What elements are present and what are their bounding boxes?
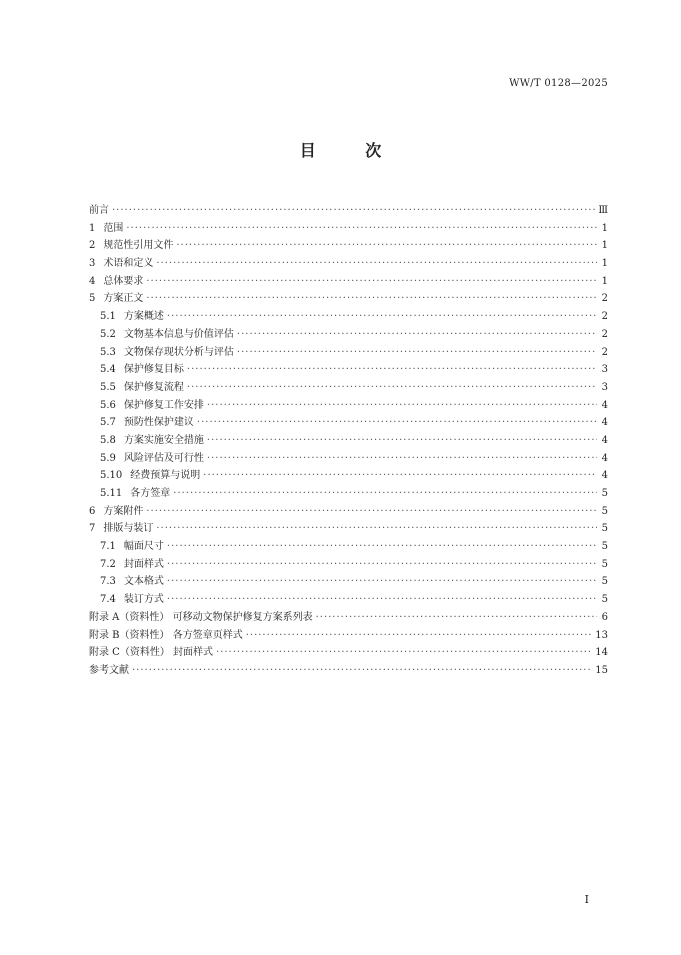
toc-entry-page: 4	[601, 417, 608, 429]
toc-dot-leader	[197, 414, 597, 432]
toc-entry-page: 5	[601, 558, 608, 570]
toc-entry-page: 4	[601, 452, 608, 464]
toc-dot-leader	[112, 202, 595, 220]
toc-entry-title: 保护修复工作安排	[123, 399, 204, 411]
toc-dot-leader	[316, 609, 597, 627]
toc-entry-page: 13	[595, 629, 608, 641]
toc-dot-leader	[167, 308, 597, 326]
toc-entry-page: 4	[601, 434, 608, 446]
toc-entry-page: 1	[601, 275, 608, 287]
toc-dot-leader	[246, 627, 593, 645]
toc-dot-leader	[216, 644, 592, 662]
toc-entry-number: 7	[89, 523, 96, 535]
toc-entry[interactable]	[89, 432, 608, 450]
toc-entry-title: 附录 A（资料性） 可移动文物保护修复方案系列表	[89, 611, 313, 623]
toc-entry-number: 7.3	[100, 576, 116, 588]
toc-entry-page: 1	[601, 240, 608, 252]
toc-entry[interactable]	[89, 414, 608, 432]
toc-entry-number: 7.2	[100, 558, 116, 570]
toc-dot-leader	[167, 538, 597, 556]
toc-entry-page: 3	[601, 364, 608, 376]
toc-entry-number: 1	[89, 222, 96, 234]
toc-entry-title: 术语和定义	[103, 258, 154, 270]
toc-entry-page: 5	[601, 505, 608, 517]
toc-entry[interactable]	[89, 326, 608, 344]
toc-dot-leader	[167, 591, 597, 609]
toc-entry[interactable]	[89, 627, 608, 645]
toc-dot-leader	[167, 573, 597, 591]
toc-entry[interactable]	[89, 273, 608, 291]
toc-entry-number: 5.8	[100, 434, 116, 446]
toc-dot-leader	[176, 237, 597, 255]
toc-entry-number: 2	[89, 240, 96, 252]
toc-dot-leader	[207, 432, 597, 450]
toc-entry-page: 1	[601, 222, 608, 234]
toc-entry-title: 文物基本信息与价值评估	[123, 328, 234, 340]
toc-entry-title: 附录 B（资料性） 各方签章页样式	[89, 629, 243, 641]
toc-dot-leader	[167, 556, 597, 574]
toc-entry-title: 前言	[89, 205, 109, 216]
toc-entry-title: 排版与装订	[103, 523, 154, 535]
toc-entry-number: 5.4	[100, 364, 116, 376]
toc-entry-number: 5.11	[100, 488, 123, 499]
toc-entry-title: 总体要求	[103, 275, 144, 287]
toc-entry[interactable]	[89, 450, 608, 468]
document-code: WW/T 0128—2025	[509, 78, 608, 89]
toc-entry-title: 经费预算与说明	[130, 470, 201, 482]
toc-dot-leader	[207, 450, 597, 468]
toc-entry-title: 保护修复流程	[123, 381, 184, 393]
toc-entry-number: 5.3	[100, 346, 116, 358]
toc-entry-page: 6	[601, 611, 608, 623]
toc-entry[interactable]	[89, 255, 608, 273]
toc-entry-page: 14	[595, 647, 608, 659]
toc-entry-page: 5	[601, 576, 608, 588]
toc-dot-leader	[237, 344, 597, 362]
toc-entry-title: 方案实施安全措施	[123, 434, 204, 446]
table-of-contents	[89, 202, 608, 680]
toc-entry[interactable]	[89, 609, 608, 627]
toc-entry-number: 4	[89, 275, 96, 287]
toc-entry-title: 范围	[103, 222, 124, 234]
toc-entry-page: 4	[601, 470, 608, 482]
toc-entry-number: 7.1	[100, 541, 116, 553]
toc-dot-leader	[156, 255, 597, 273]
toc-entry[interactable]	[89, 591, 608, 609]
toc-entry-title: 附录 C（资料性） 封面样式	[89, 647, 214, 659]
toc-entry-number: 5.9	[100, 452, 116, 464]
toc-entry[interactable]	[89, 379, 608, 397]
toc-entry-page: 3	[601, 381, 608, 393]
toc-entry-title: 方案概述	[123, 311, 164, 323]
toc-entry-title: 方案正文	[103, 293, 144, 305]
toc-dot-leader	[146, 503, 597, 521]
toc-entry-title: 参考文献	[89, 664, 129, 676]
toc-entry-number: 5.10	[100, 470, 123, 482]
toc-entry-number: 5.2	[100, 328, 116, 340]
toc-dot-leader	[132, 662, 592, 680]
toc-entry[interactable]	[89, 556, 608, 574]
toc-entry-title: 规范性引用文件	[103, 240, 174, 252]
toc-entry-number: 3	[89, 258, 96, 270]
toc-entry-page: 5	[601, 541, 608, 553]
toc-entry-number: 5	[89, 293, 96, 305]
toc-entry-page: Ⅲ	[598, 205, 608, 216]
toc-entry-page: 4	[601, 399, 608, 411]
toc-entry-page: 2	[601, 311, 608, 323]
toc-dot-leader	[146, 273, 597, 291]
toc-entry-title: 各方签章	[130, 488, 171, 499]
toc-dot-leader	[173, 485, 597, 503]
toc-entry[interactable]	[89, 220, 608, 238]
toc-entry[interactable]	[89, 503, 608, 521]
toc-entry-number: 6	[89, 505, 96, 517]
toc-dot-leader	[156, 520, 597, 538]
toc-entry[interactable]	[89, 485, 608, 503]
toc-dot-leader	[207, 397, 597, 415]
toc-entry-page: 5	[601, 488, 608, 499]
page-number: I	[584, 893, 589, 906]
toc-dot-leader	[187, 361, 597, 379]
toc-entry-page: 2	[601, 328, 608, 340]
toc-entry-number: 5.6	[100, 399, 116, 411]
toc-entry-page: 5	[601, 523, 608, 535]
toc-entry[interactable]	[89, 467, 608, 485]
toc-entry[interactable]	[89, 573, 608, 591]
toc-entry[interactable]	[89, 202, 608, 220]
toc-entry-title: 装订方式	[123, 594, 164, 606]
toc-entry-number: 5.5	[100, 381, 116, 393]
toc-dot-leader	[203, 467, 597, 485]
toc-entry-title: 保护修复目标	[123, 364, 184, 376]
toc-entry-number: 5.1	[100, 311, 116, 323]
toc-entry[interactable]	[89, 538, 608, 556]
toc-entry-page: 15	[595, 664, 608, 676]
toc-entry-page: 2	[601, 293, 608, 305]
toc-entry-title: 封面样式	[123, 558, 164, 570]
toc-entry-title: 预防性保护建议	[123, 417, 194, 429]
toc-entry-title: 方案附件	[103, 505, 144, 517]
toc-entry-title: 文物保存现状分析与评估	[123, 346, 234, 358]
toc-entry[interactable]	[89, 662, 608, 680]
toc-entry[interactable]	[89, 644, 608, 662]
toc-dot-leader	[126, 220, 597, 238]
toc-entry-title: 风险评估及可行性	[123, 452, 204, 464]
toc-entry[interactable]	[89, 397, 608, 415]
toc-entry[interactable]	[89, 290, 608, 308]
toc-entry[interactable]	[89, 520, 608, 538]
toc-entry-number: 7.4	[100, 594, 116, 606]
page-title: 目 次	[299, 141, 404, 160]
toc-entry-page: 5	[601, 594, 608, 606]
toc-entry[interactable]	[89, 361, 608, 379]
toc-entry-title: 文本格式	[123, 576, 164, 588]
toc-entry[interactable]	[89, 308, 608, 326]
toc-dot-leader	[187, 379, 597, 397]
toc-entry[interactable]	[89, 237, 608, 255]
toc-entry-number: 5.7	[100, 417, 116, 429]
toc-entry-page: 1	[601, 258, 608, 270]
toc-entry-page: 2	[601, 346, 608, 358]
toc-dot-leader	[237, 326, 597, 344]
toc-entry[interactable]	[89, 344, 608, 362]
toc-entry-title: 幅面尺寸	[123, 541, 164, 553]
toc-dot-leader	[146, 290, 597, 308]
